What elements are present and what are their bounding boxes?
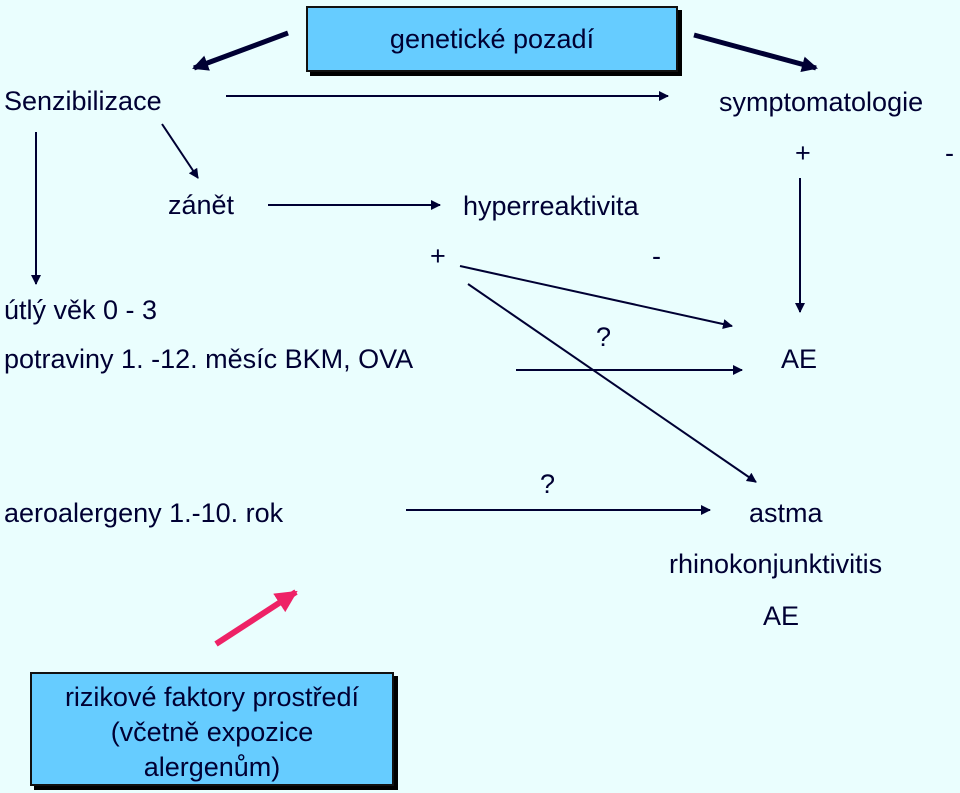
arrow-hyper-to-astma — [468, 284, 756, 482]
risk-factors-line-3: alergenům) — [143, 752, 281, 782]
potraviny-label: potraviny 1. -12. měsíc BKM, OVA — [4, 344, 414, 374]
genetic-background-label: genetické pozadí — [389, 23, 595, 54]
arrow-risk-factors — [216, 592, 296, 644]
rhinokonjunktivitis-label: rhinokonjunktivitis — [669, 549, 883, 579]
arrow-hyper-to-ae — [460, 266, 732, 326]
hyperreaktivita-minus: - — [652, 241, 661, 271]
hyperreaktivita-plus: + — [430, 241, 446, 271]
arrow-senzibilizace-to-zanet — [162, 124, 198, 178]
ae-label-1: AE — [781, 344, 818, 374]
utly-vek-label: útlý věk 0 - 3 — [4, 295, 158, 325]
ae-label-2: AE — [763, 601, 800, 631]
question-mark-1: ? — [596, 322, 612, 352]
senzibilizace-label: Senzibilizace — [4, 86, 162, 116]
symptomatologie-plus: + — [795, 138, 811, 168]
arrow-genetic-to-senzibilizace — [194, 33, 288, 68]
aeroalergeny-label: aeroalergeny 1.-10. rok — [4, 498, 284, 528]
question-mark-2: ? — [540, 469, 556, 499]
arrow-genetic-to-symptomatologie — [694, 35, 816, 68]
hyperreaktivita-label: hyperreaktivita — [463, 191, 639, 221]
risk-factors-line-2: (včetně expozice — [110, 717, 314, 747]
genetic-background-box — [306, 6, 678, 72]
astma-label: astma — [749, 498, 823, 528]
symptomatologie-minus: - — [945, 138, 954, 168]
risk-factors-box — [30, 672, 394, 786]
risk-factors-line-1: rizikové faktory prostředí — [64, 682, 360, 712]
zanet-label: zánět — [168, 190, 235, 220]
symptomatologie-label: symptomatologie — [719, 87, 924, 117]
